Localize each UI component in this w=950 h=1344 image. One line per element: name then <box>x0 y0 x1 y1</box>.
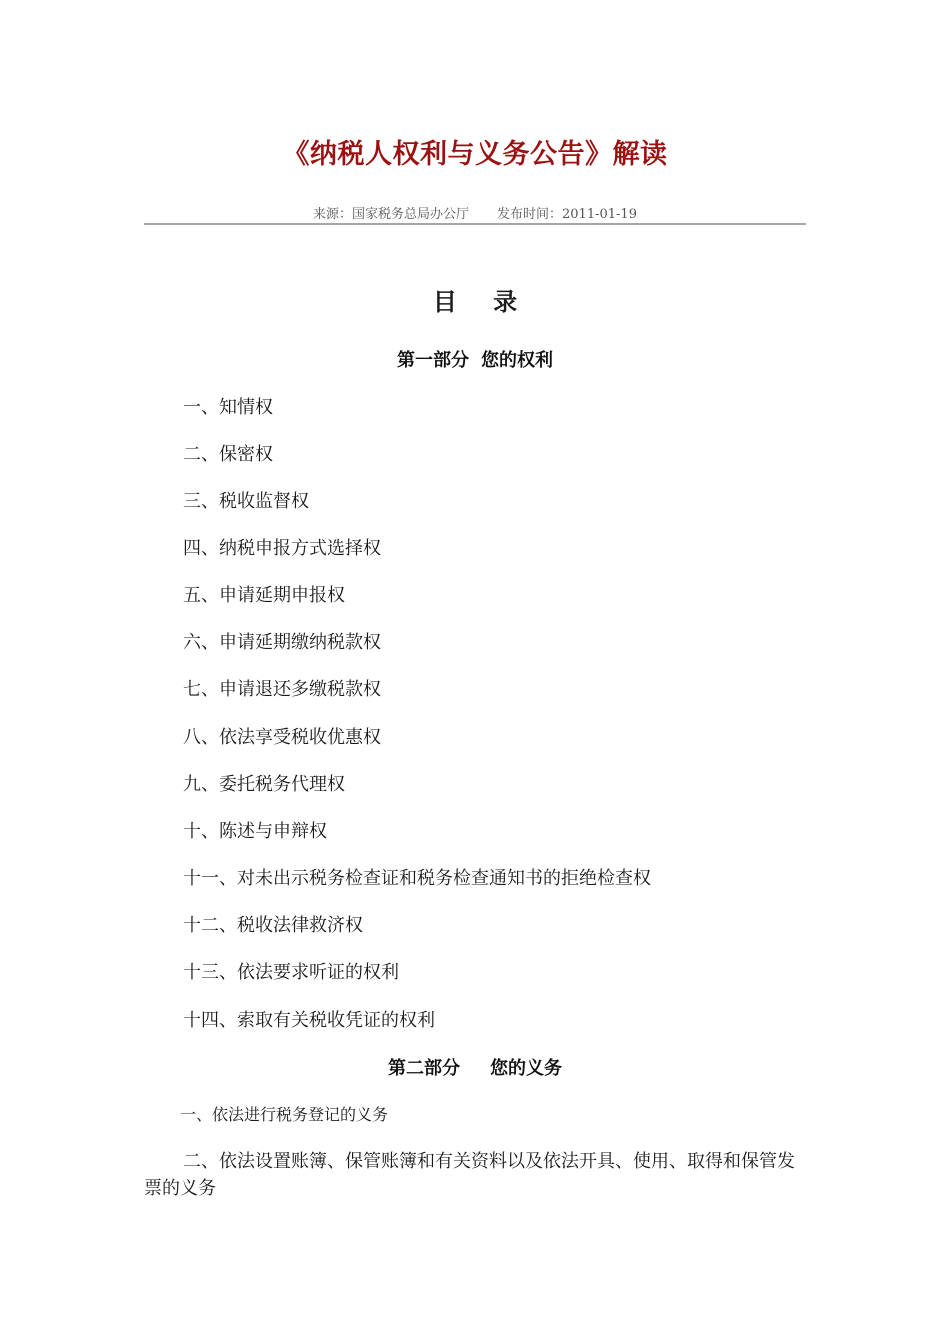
duty-item: 一、依法进行税务登记的义务 <box>180 1105 389 1124</box>
rights-item: 八、依法享受税收优惠权 <box>183 727 381 748</box>
rights-item: 一、知情权 <box>183 397 273 418</box>
part-one-heading <box>0 346 950 372</box>
rights-item: 四、纳税申报方式选择权 <box>183 538 381 559</box>
rights-item: 六、申请延期缴纳税款权 <box>183 632 381 653</box>
duty-paragraph: 二、依法设置账簿、保管账簿和有关资料以及依法开具、使用、取得和保管发票的义务 <box>144 1151 795 1199</box>
part-two-title: 您的义务 <box>490 1058 562 1079</box>
part-one-title: 您的权利 <box>481 350 553 371</box>
rights-item: 五、申请延期申报权 <box>183 585 345 606</box>
toc-heading: 目 录 <box>432 287 532 316</box>
rights-item: 七、申请退还多缴税款权 <box>183 679 381 700</box>
rights-item: 十、陈述与申辩权 <box>183 821 327 842</box>
rights-item: 九、委托税务代理权 <box>183 774 345 795</box>
part-two-number: 第二部分 <box>388 1058 460 1079</box>
part-two-heading <box>0 1054 950 1080</box>
publish-date: 发布时间：2011-01-19 <box>497 207 637 222</box>
rights-item: 十四、索取有关税收凭证的权利 <box>183 1010 435 1031</box>
header-divider <box>144 223 806 225</box>
rights-item: 三、税收监督权 <box>183 491 309 512</box>
document-meta <box>0 203 950 222</box>
part-one-number: 第一部分 <box>397 350 469 371</box>
document-title: 《纳税人权利与义务公告》解读 <box>282 139 668 170</box>
rights-item: 十三、依法要求听证的权利 <box>183 962 399 983</box>
rights-item: 十一、对未出示税务检查证和税务检查通知书的拒绝检查权 <box>183 868 651 889</box>
source-label: 来源：国家税务总局办公厅 <box>313 207 470 222</box>
rights-item: 十二、税收法律救济权 <box>183 915 363 936</box>
rights-item: 二、保密权 <box>183 444 273 465</box>
